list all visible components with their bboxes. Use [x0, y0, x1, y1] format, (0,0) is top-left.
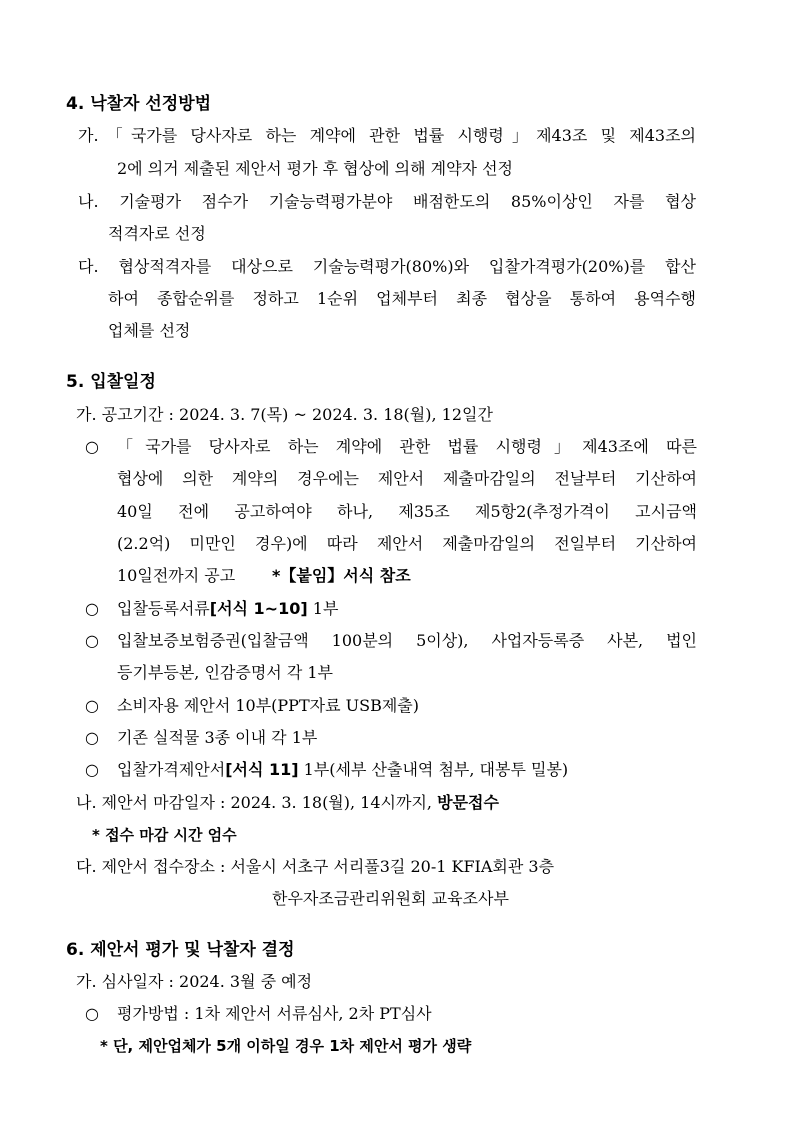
form-ref: [서식 1~10]: [209, 599, 308, 618]
copies-text: 1부: [307, 599, 339, 618]
sec5-bullet1-line4: (2.2억) 미만인 경우)에 따라 제안서 제출마감일의 전일부터 기산하여: [117, 534, 697, 553]
attachment-note: *【붙임】서식 참조: [272, 566, 411, 585]
section-6-title: 6. 제안서 평가 및 낙찰자 결정: [66, 940, 295, 960]
sec4-item-da-line3: 업체를 선정: [108, 321, 191, 340]
sec5-bullet4: 소비자용 제안서 10부(PPT자료 USB제출): [117, 696, 419, 715]
sec5-bullet2: [117, 599, 338, 619]
sec5-bullet6: [117, 760, 568, 780]
sec5-bullet3-line2: 등기부등본, 인감증명서 각 1부: [117, 663, 333, 682]
section-4-title: 4. 낙찰자 선정방법: [66, 94, 212, 114]
sec6-bullet1: 평가방법 : 1차 제안서 서류심사, 2차 PT심사: [117, 1004, 432, 1023]
sec6-note: * 단, 제안업체가 5개 이하일 경우 1차 제안서 평가 생략: [100, 1037, 472, 1055]
sec5-item-da-line2: 한우자조금관리위원회 교육조사부: [272, 889, 509, 908]
sec5-bullet1-line2: 협상에 의한 계약의 경우에는 제안서 제출마감일의 전날부터 기산하여: [117, 469, 697, 488]
sec4-item-ga-line1: 가.「국가를 당사자로 하는 계약에 관한 법률 시행령」제43조 및 제43조의: [78, 126, 696, 145]
visit-submission: 방문접수: [437, 793, 499, 812]
bullet-icon: ○: [85, 728, 99, 747]
form-ref: [서식 11]: [225, 760, 299, 779]
bullet-icon: ○: [85, 760, 99, 779]
section-5-title: 5. 입찰일정: [66, 372, 156, 392]
sec4-item-da-line2: 하여 종합순위를 정하고 1순위 업체부터 최종 협상을 통하여 용역수행: [108, 289, 696, 308]
sec4-item-da-line1: 다. 협상적격자를 대상으로 기술능력평가(80%)와 입찰가격평가(20%)를 합산: [78, 257, 696, 276]
sec5-item-ga: 가. 공고기간 : 2024. 3. 7(목) ~ 2024. 3. 18(월), 12일간: [76, 405, 493, 424]
bullet-icon: ○: [85, 1004, 99, 1023]
bullet-icon: ○: [85, 631, 99, 650]
sec4-item-na-line1: 나. 기술평가 점수가 기술능력평가분야 배점한도의 85%이상인 자를 협상: [78, 192, 696, 211]
bullet-icon: ○: [85, 599, 99, 618]
sec6-item-ga: 가. 심사일자 : 2024. 3월 중 예정: [76, 972, 313, 991]
sec5-bullet3-line1: 입찰보증보험증권(입찰금액 100분의 5이상), 사업자등록증 사본, 법인: [117, 631, 697, 650]
sec5-bullet1-line5: 10일전까지 공고: [117, 566, 236, 585]
bid-docs-label: 입찰등록서류: [117, 599, 210, 618]
sec4-item-ga-line2: 2에 의거 제출된 제안서 평가 후 협상에 의해 계약자 선정: [117, 159, 513, 178]
sec5-bullet1-line1: 「국가를 당사자로 하는 계약에 관한 법률 시행령」제43조에 따른: [117, 437, 697, 456]
sec5-item-na: [76, 793, 499, 813]
sec4-item-na-line2: 적격자로 선정: [108, 224, 206, 243]
deadline-text: 나. 제안서 마감일자 : 2024. 3. 18(월), 14시까지,: [76, 793, 438, 812]
deadline-note: * 접수 마감 시간 엄수: [92, 826, 237, 844]
bid-price-label: 입찰가격제안서: [117, 760, 226, 779]
sec5-item-da-line1: 다. 제안서 접수장소 : 서울시 서초구 서리풀3길 20-1 KFIA회관 3층: [76, 857, 555, 876]
sec5-bullet5: 기존 실적물 3종 이내 각 1부: [117, 728, 318, 747]
copies-text: 1부(세부 산출내역 첨부, 대봉투 밀봉): [298, 760, 569, 779]
bullet-icon: ○: [85, 437, 99, 456]
bullet-icon: ○: [85, 696, 99, 715]
sec5-bullet1-line3: 40일 전에 공고하여야 하나, 제35조 제5항2(추정가격이 고시금액: [117, 502, 697, 521]
